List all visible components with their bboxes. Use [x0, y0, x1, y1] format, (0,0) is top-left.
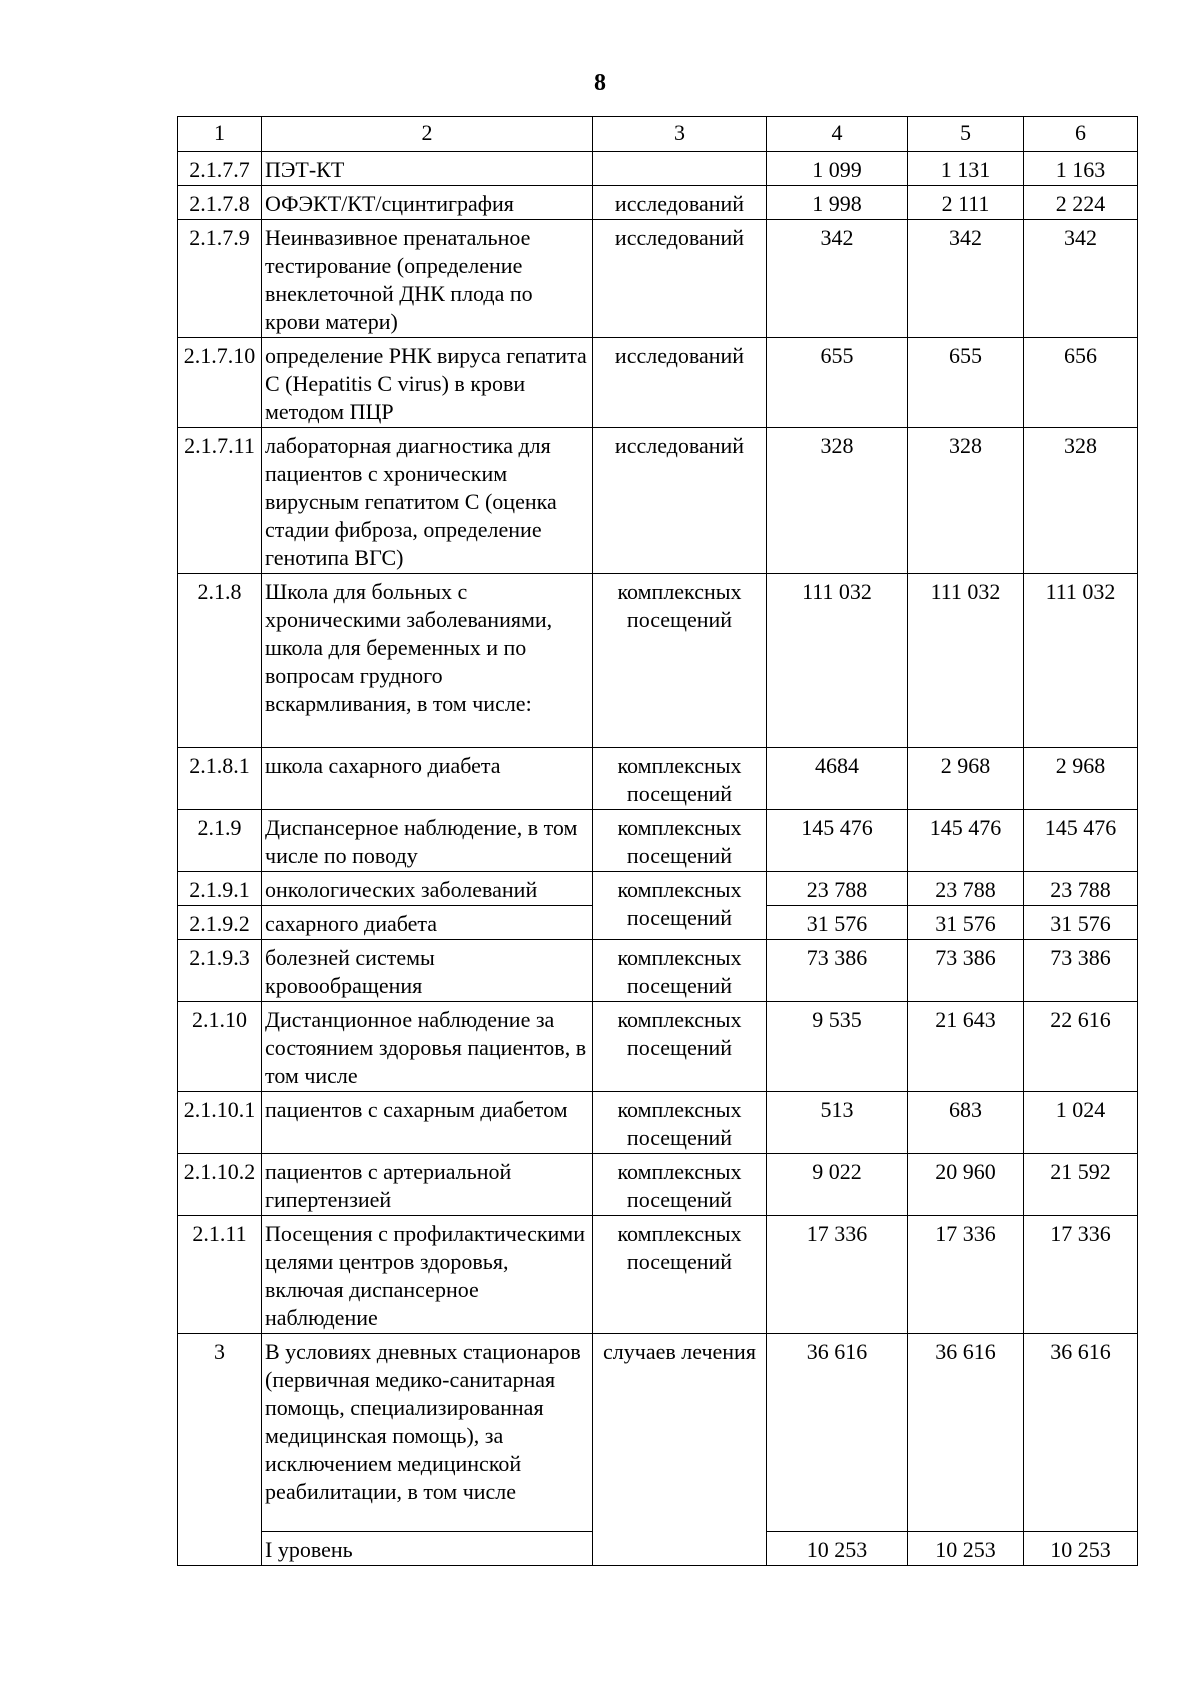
row-name: лабораторная диагностика для пациентов с хроническим вирусным гепатитом С (оценка стадии фиброза, определение генотипа ВГС) — [262, 428, 593, 574]
row-name: определение РНК вируса гепатита С (Hepatitis C virus) в крови методом ПЦР — [262, 338, 593, 428]
row-name: школа сахарного диабета — [262, 748, 593, 810]
row-code: 2.1.7.9 — [178, 220, 262, 338]
row-name: онкологических заболеваний — [262, 872, 593, 906]
row-value-col4: 655 — [767, 338, 908, 428]
row-code: 2.1.9.2 — [178, 906, 262, 940]
row-value-col5: 36 616 — [908, 1334, 1024, 1532]
row-name: пациентов с сахарным диабетом — [262, 1092, 593, 1154]
row-value-col6: 23 788 — [1024, 872, 1138, 906]
row-unit: исследований — [593, 428, 767, 574]
column-header: 1 — [178, 117, 262, 152]
row-unit: комплексных посещений — [593, 872, 767, 940]
row-value-col5: 683 — [908, 1092, 1024, 1154]
row-value-col5: 73 386 — [908, 940, 1024, 1002]
table-row — [178, 338, 1138, 428]
row-code: 2.1.7.10 — [178, 338, 262, 428]
row-value-col6: 145 476 — [1024, 810, 1138, 872]
row-value-col4: 328 — [767, 428, 908, 574]
row-name: Посещения с профилактическими целями центров здоровья, включая диспансерное наблюдение — [262, 1216, 593, 1334]
row-unit — [593, 152, 767, 186]
row-name: Неинвазивное пренатальное тестирование (определение внеклеточной ДНК плода по крови матери) — [262, 220, 593, 338]
row-value-col5: 655 — [908, 338, 1024, 428]
row-unit: комплексных посещений — [593, 574, 767, 748]
indicators-table — [177, 116, 1138, 1566]
column-header: 4 — [767, 117, 908, 152]
row-value-col6: 73 386 — [1024, 940, 1138, 1002]
row-code: 2.1.7.11 — [178, 428, 262, 574]
row-code: 2.1.9 — [178, 810, 262, 872]
row-unit: исследований — [593, 338, 767, 428]
row-value-col6: 2 224 — [1024, 186, 1138, 220]
column-header: 3 — [593, 117, 767, 152]
row-value-col4: 342 — [767, 220, 908, 338]
row-unit: комплексных посещений — [593, 1002, 767, 1092]
table-header-row — [178, 117, 1138, 152]
row-value-col6: 2 968 — [1024, 748, 1138, 810]
row-value-col6: 1 163 — [1024, 152, 1138, 186]
row-name: Дистанционное наблюдение за состоянием здоровья пациентов, в том числе — [262, 1002, 593, 1092]
table-row — [178, 1154, 1138, 1216]
row-value-col6: 342 — [1024, 220, 1138, 338]
column-header: 5 — [908, 117, 1024, 152]
row-value-col5: 1 131 — [908, 152, 1024, 186]
table-row — [178, 1002, 1138, 1092]
row-name: ПЭТ-КТ — [262, 152, 593, 186]
row-value-col5: 2 968 — [908, 748, 1024, 810]
table-row — [178, 574, 1138, 748]
row-value-col4: 23 788 — [767, 872, 908, 906]
row-name: пациентов с артериальной гипертензией — [262, 1154, 593, 1216]
row-value-col6: 17 336 — [1024, 1216, 1138, 1334]
row-unit: комплексных посещений — [593, 1154, 767, 1216]
row-name: болезней системы кровообращения — [262, 940, 593, 1002]
column-header: 6 — [1024, 117, 1138, 152]
row-value-col6: 10 253 — [1024, 1532, 1138, 1566]
row-value-col5: 21 643 — [908, 1002, 1024, 1092]
row-unit: исследований — [593, 186, 767, 220]
row-value-col6: 111 032 — [1024, 574, 1138, 748]
table-row — [178, 428, 1138, 574]
row-code: 2.1.10.1 — [178, 1092, 262, 1154]
row-unit: комплексных посещений — [593, 940, 767, 1002]
row-value-col5: 145 476 — [908, 810, 1024, 872]
row-value-col6: 328 — [1024, 428, 1138, 574]
row-value-col4: 513 — [767, 1092, 908, 1154]
row-value-col4: 9 535 — [767, 1002, 908, 1092]
column-header: 2 — [262, 117, 593, 152]
row-value-col5: 328 — [908, 428, 1024, 574]
row-code: 2.1.8.1 — [178, 748, 262, 810]
row-value-col6: 656 — [1024, 338, 1138, 428]
row-name: В условиях дневных стационаров (первичная медико-санитарная помощь, специализированная медицинская помощь), за исключением медицинской реабилитации, в том числе — [262, 1334, 593, 1532]
row-unit: комплексных посещений — [593, 748, 767, 810]
row-value-col6: 1 024 — [1024, 1092, 1138, 1154]
table-row — [178, 1216, 1138, 1334]
row-value-col5: 20 960 — [908, 1154, 1024, 1216]
row-value-col6: 21 592 — [1024, 1154, 1138, 1216]
row-value-col5: 111 032 — [908, 574, 1024, 748]
table-row — [178, 940, 1138, 1002]
row-name: Диспансерное наблюдение, в том числе по поводу — [262, 810, 593, 872]
row-code: 2.1.7.7 — [178, 152, 262, 186]
row-unit: комплексных посещений — [593, 1216, 767, 1334]
table-row — [178, 872, 1138, 906]
row-value-col4: 17 336 — [767, 1216, 908, 1334]
row-value-col4: 9 022 — [767, 1154, 908, 1216]
page-number: 8 — [594, 70, 606, 96]
row-value-col4: 73 386 — [767, 940, 908, 1002]
row-code: 2.1.7.8 — [178, 186, 262, 220]
row-code: 2.1.9.3 — [178, 940, 262, 1002]
row-code: 2.1.10.2 — [178, 1154, 262, 1216]
row-value-col5: 2 111 — [908, 186, 1024, 220]
row-value-col4: 145 476 — [767, 810, 908, 872]
row-value-col4: 36 616 — [767, 1334, 908, 1532]
row-value-col6: 31 576 — [1024, 906, 1138, 940]
row-unit: комплексных посещений — [593, 1092, 767, 1154]
row-value-col6: 36 616 — [1024, 1334, 1138, 1532]
table-row — [178, 810, 1138, 872]
row-value-col5: 31 576 — [908, 906, 1024, 940]
row-name: I уровень — [262, 1532, 593, 1566]
table-row — [178, 186, 1138, 220]
row-value-col4: 31 576 — [767, 906, 908, 940]
row-name: ОФЭКТ/КТ/сцинтиграфия — [262, 186, 593, 220]
table-row — [178, 220, 1138, 338]
row-code: 2.1.11 — [178, 1216, 262, 1334]
row-code: 3 — [178, 1334, 262, 1566]
row-name: Школа для больных с хроническими заболеваниями, школа для беременных и по вопросам грудного вскармливания, в том числе: — [262, 574, 593, 748]
table-row — [178, 1092, 1138, 1154]
row-value-col4: 4684 — [767, 748, 908, 810]
row-value-col5: 10 253 — [908, 1532, 1024, 1566]
row-value-col5: 23 788 — [908, 872, 1024, 906]
row-code: 2.1.10 — [178, 1002, 262, 1092]
row-value-col5: 17 336 — [908, 1216, 1024, 1334]
row-value-col4: 1 998 — [767, 186, 908, 220]
row-value-col6: 22 616 — [1024, 1002, 1138, 1092]
row-code: 2.1.9.1 — [178, 872, 262, 906]
row-value-col4: 1 099 — [767, 152, 908, 186]
row-unit: комплексных посещений — [593, 810, 767, 872]
row-name: сахарного диабета — [262, 906, 593, 940]
table-row — [178, 1334, 1138, 1532]
table-row — [178, 152, 1138, 186]
row-value-col4: 10 253 — [767, 1532, 908, 1566]
row-unit: случаев лечения — [593, 1334, 767, 1566]
row-value-col4: 111 032 — [767, 574, 908, 748]
row-unit: исследований — [593, 220, 767, 338]
row-value-col5: 342 — [908, 220, 1024, 338]
row-code: 2.1.8 — [178, 574, 262, 748]
table-row — [178, 748, 1138, 810]
